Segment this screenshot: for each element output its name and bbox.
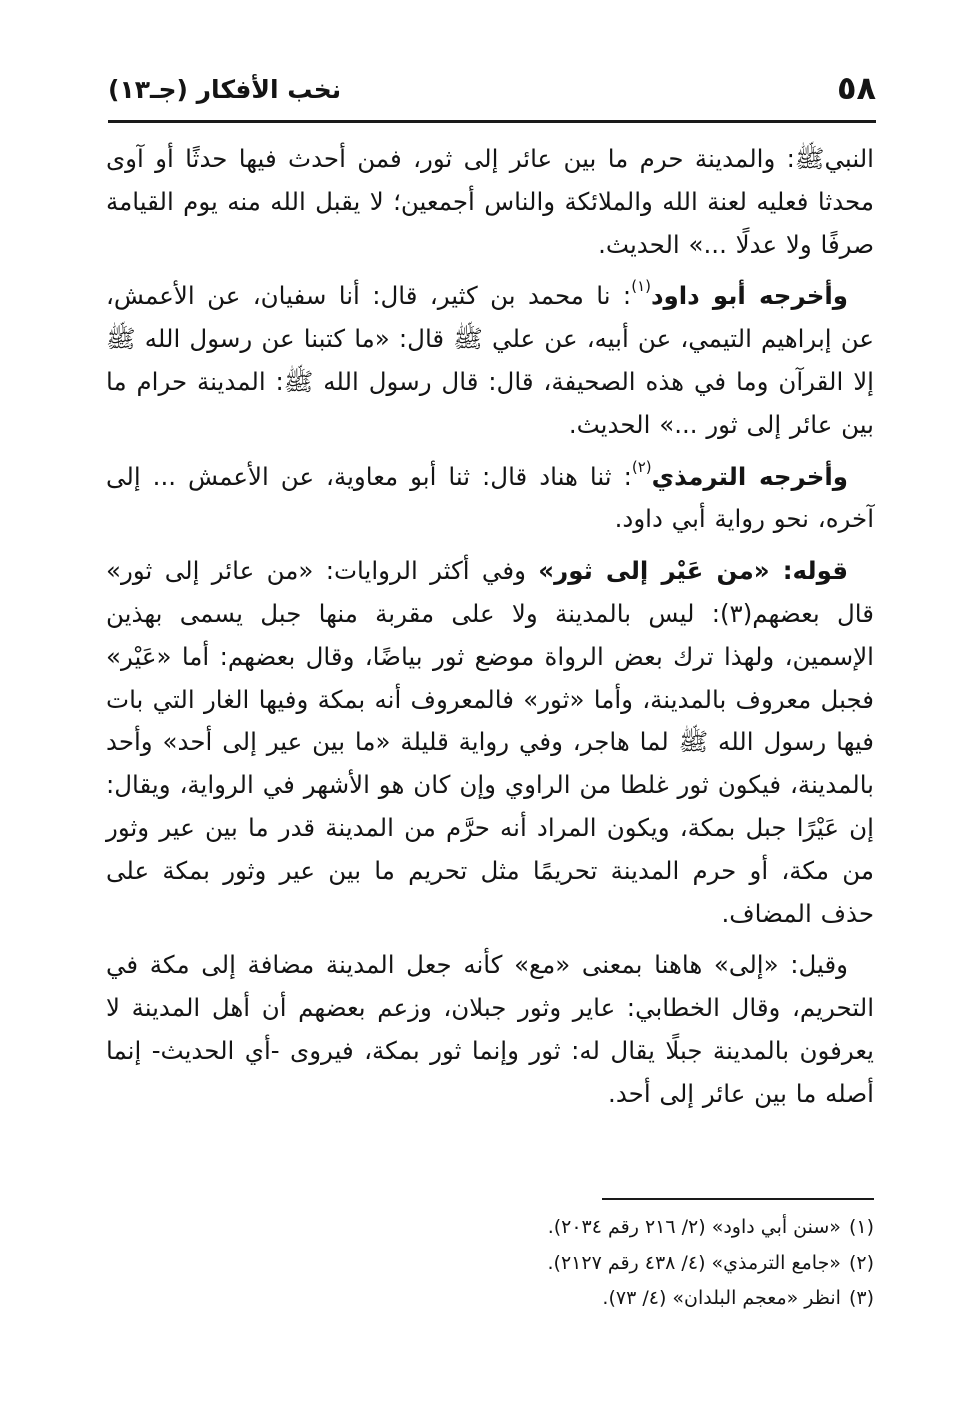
footnote-number: (١) (848, 1216, 874, 1238)
paragraph-text: وفي أكثر الروايات: «من عائر إلى ثور» قال بعضهم(٣): ليس بالمدينة ولا على مقربة منها جبل يسمى بهذين الإسمين، ولهذا ترك بعض الرواة موضع ثور بياضًا، وقال بعضهم: أما «عَيْر» فجبل معروف بالمدينة، وأما «ثور» فالمعروف أنه بمكة وفيها الغار التي بات فيها رسول الله ﷺ لما هاجر، وفي رواية قليلة «ما بين عير إلى أحد» وأحد بالمدينة، فيكون ثور غلطا من الراوي وإن كان هو الأشهر في الرواية، ويقال: إن عَيْرًا جبل بمكة، ويكون المراد أنه حرَّم من المدينة قدر ما بين عير وثور من مكة، أو حرم المدينة تحريمًا مثل تحريم ما بين عير وثور بمكة على حذف المضاف. (106, 556, 874, 928)
footnote-3 (106, 1281, 874, 1317)
paragraph-1 (106, 138, 874, 266)
page-number: ٥٨ (836, 69, 876, 107)
header-rule (108, 120, 876, 123)
footnotes (106, 1210, 874, 1317)
paragraph-text: : نا محمد بن كثير، قال: أنا سفيان، عن الأعمش، عن إبراهيم التيمي، عن أبيه، عن علي ﷺ قال: «ما كتبنا عن رسول الله ﷺ إلا القرآن وما في هذه الصحيفة، قال: قال رسول الله ﷺ: المدينة حرام ما بين عائر إلى ثور ...» الحديث. (106, 281, 874, 439)
footnote-2 (106, 1246, 874, 1282)
paragraph-4 (106, 550, 874, 935)
footnote-text: انظر «معجم البلدان» (٤/ ٧٣). (602, 1287, 841, 1309)
main-text (106, 138, 874, 1125)
paragraph-3 (106, 456, 874, 542)
paragraph-lead: وأخرجه أبو داود (650, 281, 848, 311)
paragraph-lead: قوله: «من عَيْر إلى ثور» (538, 556, 848, 586)
footnote-ref: (٢) (631, 457, 652, 476)
footnote-text: «سنن أبي داود» (٢/ ٢١٦ رقم ٢٠٣٤). (547, 1216, 841, 1238)
running-header (108, 60, 876, 114)
footnote-number: (٢) (848, 1251, 874, 1274)
paragraph-text: : ثنا هناد قال: ثنا أبو معاوية، عن الأعمش ... إلى آخره، نحو رواية أبي داود. (106, 461, 874, 534)
footnote-1 (106, 1210, 874, 1246)
paragraph-2 (106, 275, 874, 446)
footnote-text: «جامع الترمذي» (٤/ ٤٣٨ رقم ٢١٢٧). (547, 1251, 841, 1274)
paragraph-lead: وأخرجه الترمذي (651, 461, 849, 491)
footnote-rule (602, 1198, 874, 1200)
paragraph-text: وقيل: «إلى» هاهنا بمعنى «مع» كأنه جعل المدينة مضافة إلى مكة في التحريم، وقال الخطابي: عاير وثور جبلان، وزعم بعضهم أن أهل المدينة لا يعرفون بالمدينة جبلًا يقال له: ثور وإنما ثور بمكة، فيروى -أي الحديث- إنما أصله ما بين عائر إلى أحد. (106, 950, 874, 1108)
book-title: نخب الأفكار (جـ١٣) (108, 75, 342, 104)
footnote-ref: (١) (631, 277, 651, 296)
paragraph-text: النبيﷺ: والمدينة حرم ما بين عائر إلى ثور، فمن أحدث فيها حدثًا أو آوى محدثا فعليه لعنة الله والملائكة والناس أجمعين؛ لا يقبل الله منه يوم القيامة صرفًا ولا عدلًا ...» الحديث. (106, 144, 874, 259)
footnote-number: (٣) (848, 1287, 874, 1309)
paragraph-5 (106, 944, 874, 1115)
